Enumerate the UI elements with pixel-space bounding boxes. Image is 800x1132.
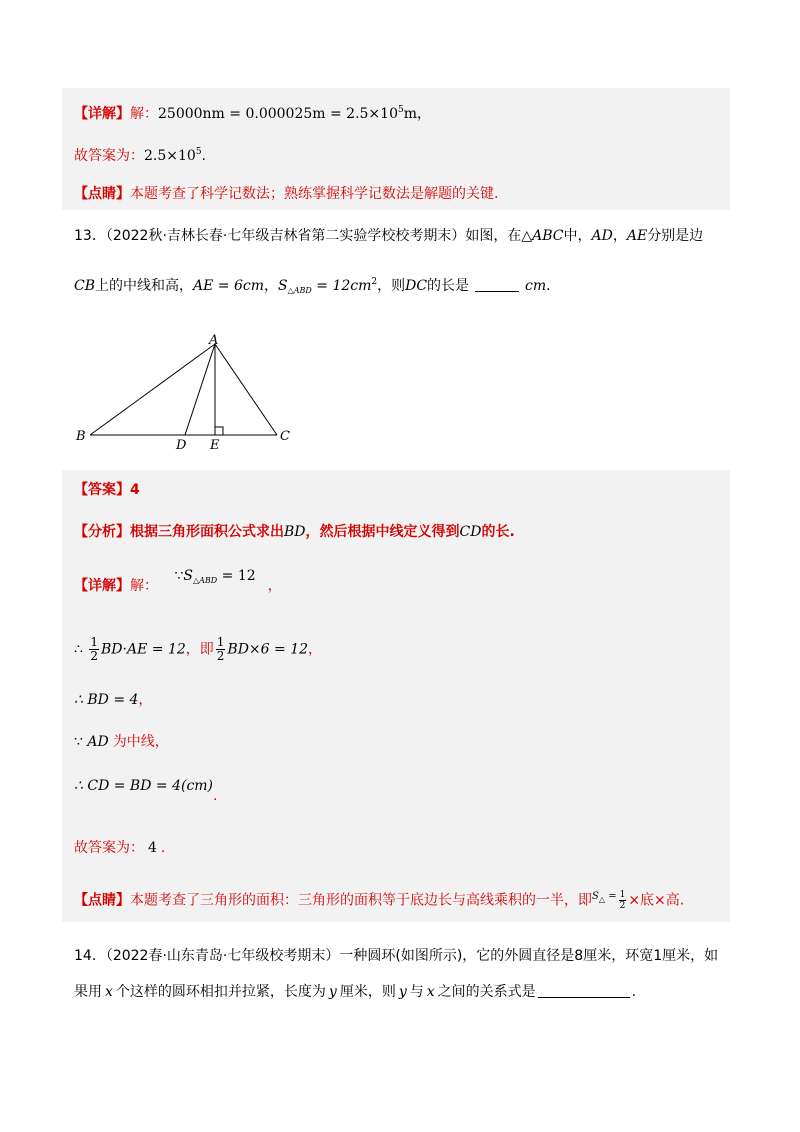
comment-text: 本题考查了三角形的面积：三角形的面积等于底边长与高线乘积的一半，即 [130,892,592,909]
q13-question-line2: CB上的中线和高，AE = 6cm，$S_{\triangle ABD} = 12cm^2$，则DC的长是 cm. [74,277,551,295]
q13-answer-line [74,480,140,500]
q13-step2-line: ∴ $\frac{1}{2}$ BD·AE = 12，即 $\frac{1}{2}$ BD×6 = 12， [74,635,323,663]
question-source: （2022秋·吉林长春·七年级吉林省第二实验学校校考期末） [105,228,466,244]
comment-tag: 【点睛】 [74,186,130,202]
question-number: 14． [74,948,106,964]
q13-step3-line: ∴ BD = 4， [74,692,153,708]
question-source: （2022春·山东青岛·七年级校考期末） [105,948,340,964]
label-c: C [280,429,290,444]
detail-tag: 【详解】 [74,106,130,122]
answer-blank [538,983,630,998]
q13-step4-line: ∵ AD 为中线， [74,734,169,750]
detail-tag: 【详解】 [74,578,130,594]
side-ac [215,344,277,435]
label-b: B [76,429,86,444]
analysis-tag: 【分析】 [74,524,130,540]
median-ad [185,344,215,435]
fraction-half: $\frac{1}{2}$ [90,635,99,663]
comment-text: 本题考查了科学记数法；熟练掌握科学记数法是解题的关键. [130,186,499,202]
answer-value: 4 [130,482,140,498]
q12-detail-expr: 25000nm = 0.000025m = 2.5×10 [158,106,398,122]
answer-blank [475,277,519,292]
q12-detail-line: 【详解】解：$25000nm = 0.000025m = 2.5\times 10^5m$， [74,105,431,122]
label-d: D [176,438,187,452]
fraction-half-2: $\frac{1}{2}$ [216,635,225,663]
comment-tag: 【点睛】 [74,892,130,909]
triangle-figure [70,332,300,452]
q13-comment-line: 【点睛】本题考查了三角形的面积：三角形的面积等于底边长与高线乘积的一半，即$S_\triangle$ = $\frac{1}{2}$ ×底×高. [74,890,685,911]
q12-comment-line [74,184,498,204]
q13-step5-line: ∴ CD = BD = 4(cm). [74,778,218,804]
q13-analysis-line: 【分析】根据三角形面积公式求出BD，然后根据中线定义得到CD的长. [74,524,515,540]
fraction-half-3: $\frac{1}{2}$ [619,890,626,911]
q13-final-answer-line: 故答案为： 4 . [74,840,166,856]
answer-prefix: 故答案为： [74,148,144,164]
answer-tag: 【答案】 [74,482,130,498]
label-e: E [210,438,220,452]
q12-answer-line: 故答案为：$2.5\times 10^5$. [74,147,206,164]
right-angle-mark [215,427,223,435]
q13-question-line1: 13．（2022秋·吉林长春·七年级吉林省第二实验学校校考期末）如图，在△ABC中，AD，AE分别是边 [74,228,704,244]
side-ab [90,344,215,435]
q13-detail-line: 【详解】解： $\because S_{\triangle ABD} = 12$， [74,568,282,594]
answer-prefix: 故答案为： [74,840,144,856]
label-a: A [209,333,219,348]
q14-question-line1: 14．（2022春·山东青岛·七年级校考期末）一种圆环(如图所示)，它的外圆直径是8厘米，环宽1厘米，如 [74,948,719,964]
q14-question-line2: 果用 x 个这样的圆环相扣并拉紧，长度为 y 厘米，则 y 与 x 之间的关系式是 . [74,984,637,1000]
question-number: 13． [74,228,106,244]
